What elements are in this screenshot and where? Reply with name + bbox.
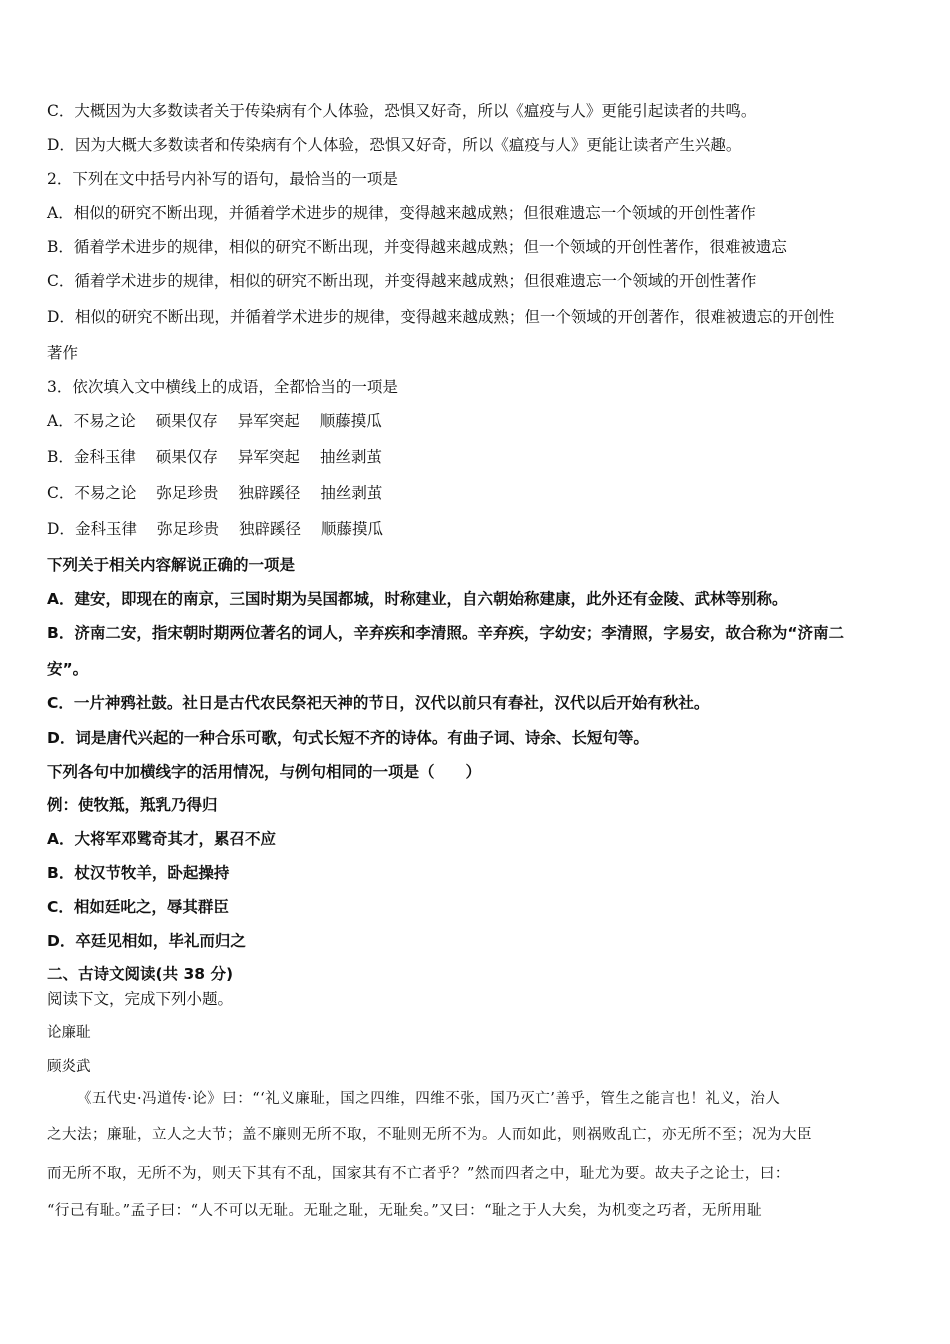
option-term: 不易之论 [74, 484, 137, 502]
q3-stem: 3．依次填入文中横线上的成语，全都恰当的一项是 [47, 378, 398, 396]
option-term: 独辟蹊径 [238, 520, 301, 538]
q2-option-a: A．相似的研究不断出现，并循着学术进步的规律，变得越来越成熟；但很难遗忘一个领域的开创性著作 [47, 204, 756, 222]
option-term: 独辟蹊径 [238, 484, 301, 502]
passage-line: 而无所不取，无所不为，则天下其有不乱，国家其有不亡者乎？”然而四者之中，耻尤为要。故夫子之论士，曰： [47, 1166, 790, 1182]
option-term: 顺藤摸瓜 [320, 520, 383, 538]
passage-line: 《五代史·冯道传·论》曰：“‘礼义廉耻，国之四维，四维不张，国乃灭亡’善乎，管生之能言也！礼义，治人 [77, 1091, 781, 1107]
option-term: 金科玉律 [74, 520, 137, 538]
section-heading: 二、古诗文阅读(共 38 分) [47, 965, 234, 983]
option-term: 顺藤摸瓜 [319, 412, 382, 430]
option-term: 弥足珍贵 [156, 520, 219, 538]
q4-option-b: B．济南二安，指宋朝时期两位著名的词人，辛弃疾和李清照。辛弃疾，字幼安；李清照，字易安，故合称为“济南二 [47, 624, 845, 642]
option-term: 抽丝剥茧 [319, 448, 382, 466]
q1-option-d: D．因为大概大多数读者和传染病有个人体验，恐惧又好奇，所以《瘟疫与人》更能让读者产生兴趣。 [47, 136, 742, 154]
option-term: 抽丝剥茧 [320, 484, 383, 502]
q3-option-a [47, 410, 917, 432]
q2-option-b: B．循着学术进步的规律，相似的研究不断出现，并变得越来越成熟；但一个领域的开创性著作，很难被遗忘 [47, 238, 787, 256]
q5-option-b: B．杖汉节牧羊，卧起操持 [47, 864, 230, 882]
option-term: 硕果仅存 [155, 412, 218, 430]
q5-example: 例：使牧羝，羝乳乃得归 [47, 796, 218, 814]
q5-option-c: C．相如廷叱之，辱其群臣 [47, 898, 229, 916]
passage-line: “行己有耻。”孟子曰：“人不可以无耻。无耻之耻，无耻矣。”又曰：“耻之于人大矣，为机变之巧者，无所用耻 [47, 1203, 763, 1219]
option-label: A． [47, 412, 74, 430]
option-label: C． [47, 484, 75, 502]
q4-option-d: D．词是唐代兴起的一种合乐可歌，句式长短不齐的诗体。有曲子词、诗余、长短句等。 [47, 729, 649, 747]
option-term: 硕果仅存 [155, 448, 218, 466]
q4-stem: 下列关于相关内容解说正确的一项是 [47, 556, 296, 574]
q1-option-c: C．大概因为大多数读者关于传染病有个人体验，恐惧又好奇，所以《瘟疫与人》更能引起读者的共鸣。 [47, 102, 757, 120]
q2-option-d: D．相似的研究不断出现，并循着学术进步的规律，变得越来越成熟；但一个领域的开创著作，很难被遗忘的开创性 [47, 308, 835, 326]
option-term: 异军突起 [237, 412, 300, 430]
option-term: 不易之论 [73, 412, 136, 430]
q3-option-c [47, 482, 917, 504]
option-term: 金科玉律 [73, 448, 136, 466]
q4-option-c: C．一片神鸦社鼓。社日是古代农民祭祀天神的节日，汉代以前只有春社，汉代以后开始有秋社。 [47, 694, 710, 712]
q5-option-d: D．卒廷见相如，毕礼而归之 [47, 932, 246, 950]
q4-option-a: A．建安，即现在的南京，三国时期为吴国都城，时称建业，自六朝始称建康，此外还有金陵、武林等别称。 [47, 590, 788, 608]
option-term: 弥足珍贵 [156, 484, 219, 502]
q4-option-b-cont: 安”。 [47, 660, 89, 678]
q5-option-a: A．大将军邓骘奇其才，累召不应 [47, 830, 276, 848]
q3-option-b [47, 446, 917, 468]
q5-stem: 下列各句中加横线字的活用情况，与例句相同的一项是（ ） [47, 763, 482, 781]
option-term: 异军突起 [237, 448, 300, 466]
q2-stem: 2．下列在文中括号内补写的语句，最恰当的一项是 [47, 170, 398, 188]
passage-author: 顾炎武 [47, 1059, 91, 1075]
option-label: D． [47, 520, 75, 538]
section-instruction: 阅读下文，完成下列小题。 [47, 990, 234, 1008]
passage-title: 论廉耻 [47, 1025, 91, 1041]
q3-option-d [47, 518, 917, 540]
option-label: B． [47, 448, 74, 466]
q2-option-c: C．循着学术进步的规律，相似的研究不断出现，并变得越来越成熟；但很难遗忘一个领域的开创性著作 [47, 272, 757, 290]
q2-option-d-cont: 著作 [47, 344, 79, 362]
passage-line: 之大法；廉耻，立人之大节；盖不廉则无所不取，不耻则无所不为。人而如此，则祸败乱亡，亦无所不至；况为大臣 [47, 1127, 812, 1143]
